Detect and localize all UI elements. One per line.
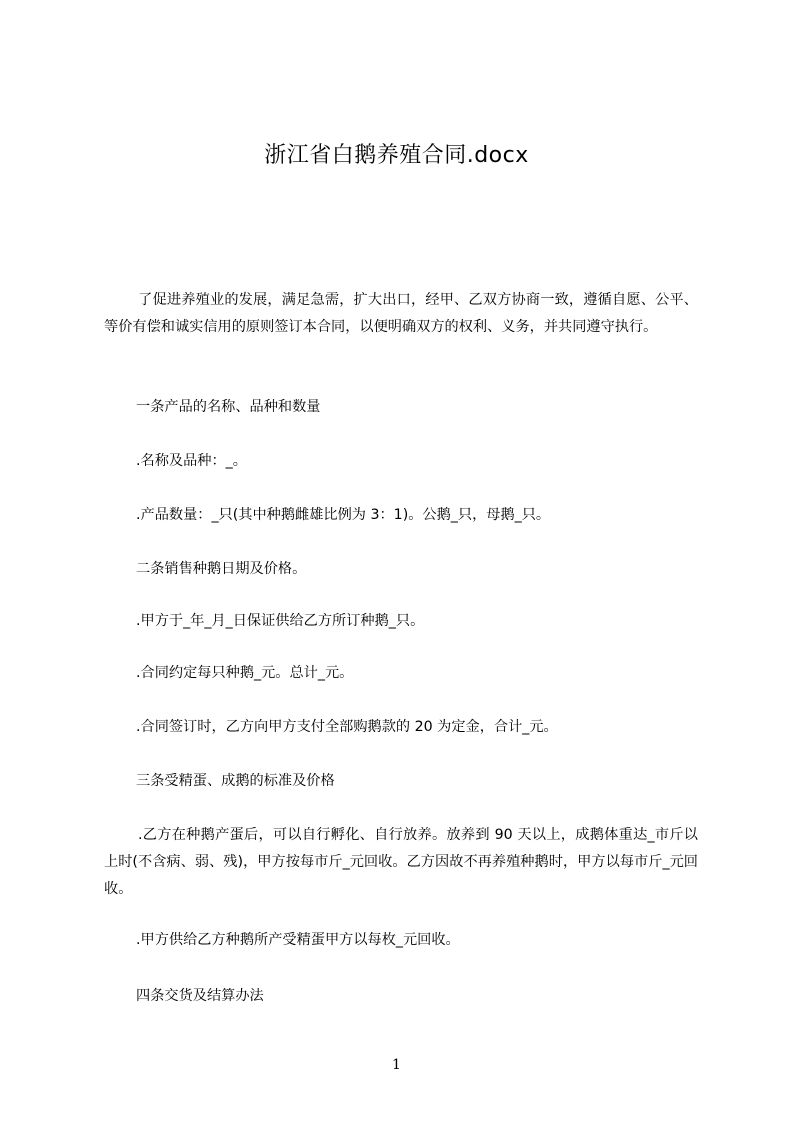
section-heading-1: 一条产品的名称、品种和数量 (136, 399, 321, 415)
clause-line: .产品数量：_只(其中种鹅雌雄比例为 3：1)。公鹅_只，母鹅_只。 (136, 507, 551, 523)
section-heading-2: 二条销售种鹅日期及价格。 (136, 561, 307, 577)
clause-paragraph-text: .乙方在种鹅产蛋后，可以自行孵化、自行放养。放养到 90 天以上，成鹅体重达_市斤以上时(不含病、弱、残)，甲方按每市斤_元回收。乙方因故不再养殖种鹅时，甲方以每市斤_元回收。 (104, 827, 698, 897)
clause-line: .甲方供给乙方种鹅所产受精蛋甲方以每枚_元回收。 (136, 932, 460, 948)
clause-paragraph (104, 822, 698, 903)
intro-text: 了促进养殖业的发展，满足急需，扩大出口，经甲、乙双方协商一致，遵循自愿、公平、等价有偿和诚实信用的原则签订本合同，以便明确双方的权利、义务，并共同遵守执行。 (104, 292, 698, 335)
document-title: 浙江省白鹅养殖合同.docx (264, 143, 529, 168)
intro-paragraph (104, 287, 698, 341)
clause-line: .合同约定每只种鹅_元。总计_元。 (136, 665, 354, 681)
clause-line: .合同签订时，乙方向甲方支付全部购鹅款的 20 为定金，合计_元。 (136, 719, 558, 735)
section-heading-3: 三条受精蛋、成鹅的标准及价格 (136, 773, 335, 789)
section-heading-4: 四条交货及结算办法 (136, 988, 264, 1004)
clause-line: .甲方于_年_月_日保证供给乙方所订种鹅_只。 (136, 613, 425, 629)
clause-line: .名称及品种：_。 (136, 453, 247, 469)
page-number: 1 (392, 1057, 401, 1073)
